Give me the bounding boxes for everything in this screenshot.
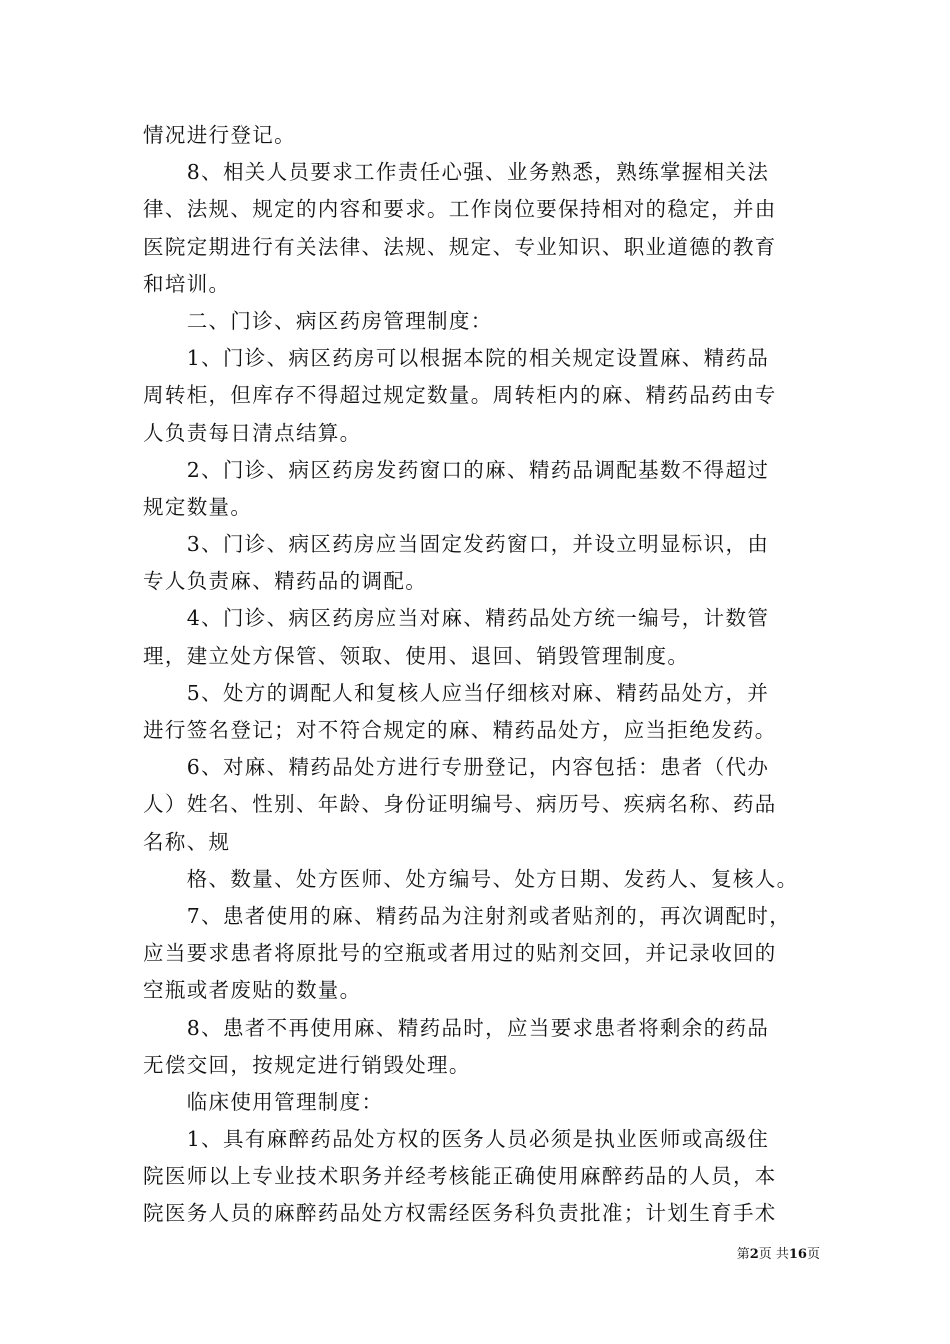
current-page-number: 2 [749,1247,759,1262]
text-line: 二、门诊、病区药房管理制度： [143,308,493,333]
text-line: 周转柜，但库存不得超过规定数量。周转柜内的麻、精药品药由专 [143,383,777,408]
text-line: 8、相关人员要求工作责任心强、业务熟悉，熟练掌握相关法 [143,160,770,185]
text-line: 空瓶或者废贴的数量。 [143,978,362,1003]
text-line: 律、法规、规定的内容和要求。工作岗位要保持相对的稳定，并由 [143,197,777,222]
total-pages-number: 16 [788,1247,807,1262]
footer-suffix: 页 [806,1247,820,1262]
text-line: 4、门诊、病区药房应当对麻、精药品处方统一编号，计数管 [143,606,770,631]
text-line: 无偿交回，按规定进行销毁处理。 [143,1052,471,1077]
text-line: 1、具有麻醉药品处方权的医务人员必须是执业医师或高级住 [143,1127,770,1152]
text-line: 进行签名登记；对不符合规定的麻、精药品处方，应当拒绝发药。 [143,718,777,742]
footer-middle: 页 共 [758,1247,789,1262]
text-line: 应当要求患者将原批号的空瓶或者用过的贴剂交回，并记录收回的 [143,941,777,966]
text-line: 规定数量。 [143,494,253,519]
text-line: 5、处方的调配人和复核人应当仔细核对麻、精药品处方，并 [143,680,770,705]
text-line: 8、患者不再使用麻、精药品时，应当要求患者将剩余的药品 [143,1015,770,1040]
text-line: 3、门诊、病区药房应当固定发药窗口，并设立明显标识，由 [143,532,770,557]
text-line: 院医师以上专业技术职务并经考核能正确使用麻醉药品的人员，本 [143,1164,777,1189]
text-line: 情况进行登记。 [143,123,296,147]
text-line: 2、门诊、病区药房发药窗口的麻、精药品调配基数不得超过 [143,457,770,482]
page-footer [680,1246,820,1264]
text-line: 人负责每日清点结算。 [143,420,362,445]
text-line: 院医务人员的麻醉药品处方权需经医务科负责批准；计划生育手术 [143,1201,777,1226]
text-line: 名称、规 [143,829,231,854]
text-line: 1、门诊、病区药房可以根据本院的相关规定设置麻、精药品 [143,346,770,371]
text-line: 临床使用管理制度： [143,1089,384,1114]
text-line: 格、数量、处方医师、处方编号、处方日期、发药人、复核人。 [143,866,799,891]
text-line: 理，建立处方保管、领取、使用、退回、销毁管理制度。 [143,643,690,668]
text-line: 6、对麻、精药品处方进行专册登记，内容包括：患者（代办 [143,755,770,780]
text-line: 和培训。 [143,271,231,296]
text-line: 专人负责麻、精药品的调配。 [143,569,428,594]
document-body [143,117,815,1233]
text-line: 人）姓名、性别、年龄、身份证明编号、病历号、疾病名称、药品 [143,792,777,817]
footer-prefix: 第 [736,1247,750,1262]
text-line: 医院定期进行有关法律、法规、规定、专业知识、职业道德的教育 [143,234,777,259]
text-line: 7、患者使用的麻、精药品为注射剂或者贴剂的，再次调配时， [143,903,792,928]
